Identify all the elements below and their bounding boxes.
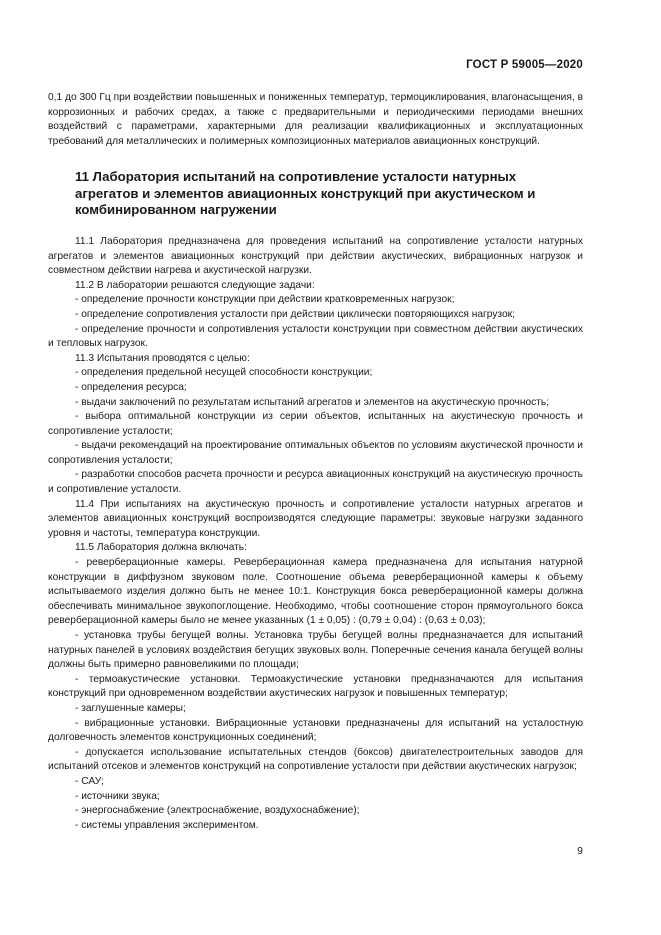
list-item: - выдачи рекомендаций на проектирование оптимальных объектов по условиям акустической прочности и сопротивления усталости; [48,440,583,466]
list-item: - выбора оптимальной конструкции из серии объектов, испытанных на акустическую прочность и сопротивление усталости; [48,411,583,437]
list-item: - установка трубы бегущей волны. Установка трубы бегущей волны предназначается для испытаний натурных панелей в условиях воздействия бегущих звуковых волн. Поперечные сечения канала бегущей волны должны быть примерно равновеликими по площади; [48,630,583,671]
paragraph-11-1: 11.1 Лаборатория предназначена для проведения испытаний на сопротивление усталости натурных агрегатов и элементов авиационных конструкций при действии акустических, вибрационных нагрузок и совместном действии нагрева и акустической нагрузки. [48,235,583,277]
standard-code: ГОСТ Р 59005—2020 [466,59,583,71]
page-number: 9 [577,845,583,857]
paragraph-11-5: 11.5 Лаборатория должна включать: [75,542,247,554]
list-item: - допускается использование испытательных стендов (боксов) двигателестроительных заводов для испытаний отсеков и элементов конструкций на сопротивление усталости при действии акустических нагрузок; [48,746,583,773]
list-item: - заглушенные камеры; [75,702,186,714]
list-item: - САУ; [75,775,104,787]
list-item: - источники звука; [75,790,160,802]
list-item: - определение прочности конструкции при действии кратковременных нагрузок; [75,294,455,306]
list-item: - выдачи заключений по результатам испытаний агрегатов и элементов на акустическую прочность; [75,396,550,408]
list-item: - определение прочности и сопротивления усталости конструкции при совместном действии акустических и тепловых нагрузок. [48,323,583,350]
document-body [48,91,583,833]
list-item: - разработки способов расчета прочности и ресурса авиационных конструкций на акустическую прочность и сопротивление усталости. [48,469,583,496]
list-item: - термоакустические установки. Термоакустические установки предназначаются для испытания конструкций при одновременном воздействии акустических нагрузок и повышенных температур; [48,673,583,700]
paragraph-11-2: 11.2 В лаборатории решаются следующие задачи: [75,279,315,291]
list-item: - энергоснабжение (электроснабжение, воздухоснабжение); [75,805,360,817]
paragraph-11-4: 11.4 При испытаниях на акустическую прочность и сопротивление усталости натурных агрегатов и элементов авиационных конструкций воспроизводятся следующие параметры: звуковые нагрузки заданного уровня и частоты, температура конструкции. [48,498,583,539]
list-item: - определения предельной несущей способности конструкции; [75,367,373,379]
list-item: - реверберационные камеры. Реверберационная камера предназначена для испытания натурной конструкции в диффузном звуковом поле. Соотношение объема реверберационной камеры к объему испытываемого изделия должно быть не менее 10:1. Конструкция бокса реверберационной камеры должна обеспечивать минимальное звукопоглощение. Необходимо, чтобы соотношение сторон прямоугольного бокса реверберационной камеры было не менее указанных (1 ± 0,05) : (0,79 ± 0,04) : (0,63 ± 0,03); [48,557,583,627]
intro-paragraph: 0,1 до 300 Гц при воздействии повышенных и пониженных температур, термоциклирования, влагонасыщения, в коррозионных и рабочих средах, а также с предварительными и периодическими периодами внешних воздействий с параметрами, характерными для реализации квалификационных и эксплуатационных требований для металлических и полимерных композиционных материалов авиационных конструкций. [48,92,583,147]
list-item: - определения ресурса; [75,381,187,393]
section-heading: 11 Лаборатория испытаний на сопротивление усталости натурных агрегатов и элементов авиационных конструкций при акустическом и комбинированном нагружении [75,169,536,217]
list-item: - определение сопротивления усталости при действии циклически повторяющихся нагрузок; [75,308,515,320]
paragraph-11-3: 11.3 Испытания проводятся с целью: [75,352,250,364]
list-item: - вибрационные установки. Вибрационные установки предназначены для испытаний на усталостную долговечность элементов конструкционных соединений; [48,717,583,744]
list-item: - системы управления экспериментом. [75,819,259,831]
